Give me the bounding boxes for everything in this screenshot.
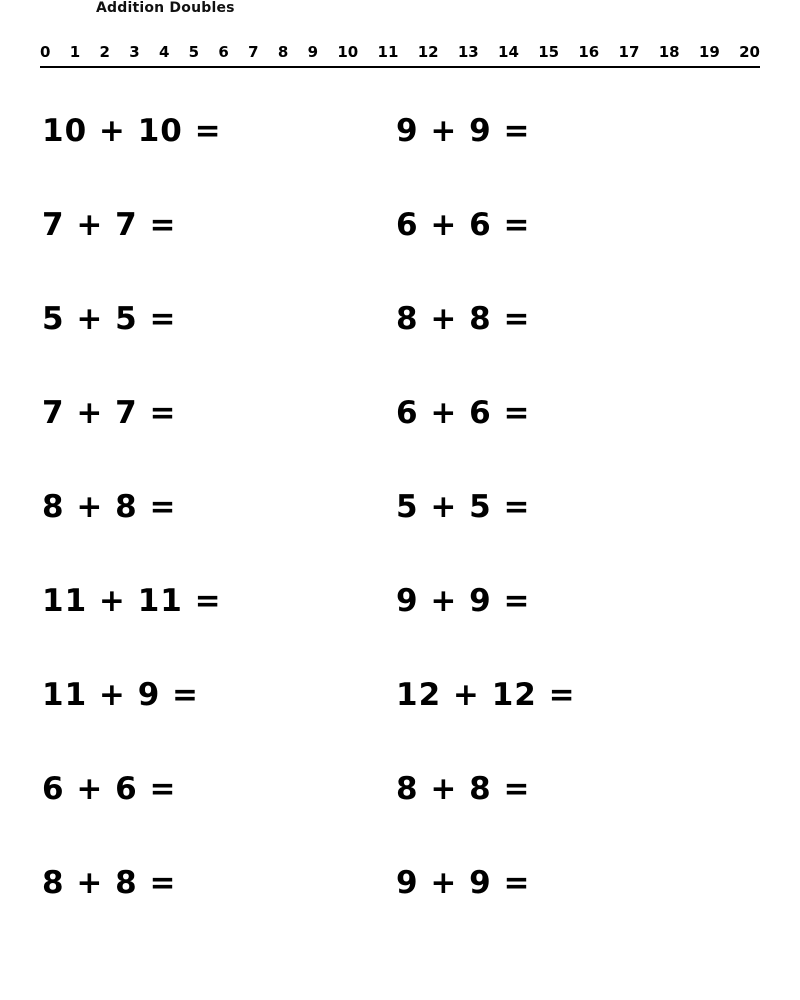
number-line-tick: 17 <box>618 43 640 61</box>
problem-item: 12 + 12 = <box>396 677 576 713</box>
number-line-rule <box>40 66 760 68</box>
number-line-tick: 5 <box>188 43 200 61</box>
number-line-tick: 10 <box>337 43 359 61</box>
problem-item: 9 + 9 = <box>396 583 531 619</box>
problem-item: 7 + 7 = <box>42 395 177 431</box>
problem-item: 7 + 7 = <box>42 207 177 243</box>
number-line-tick: 13 <box>457 43 479 61</box>
number-line-tick: 19 <box>698 43 720 61</box>
number-line-tick: 9 <box>307 43 319 61</box>
problem-row <box>0 366 800 460</box>
number-line-tick: 14 <box>498 43 519 61</box>
number-line-tick: 20 <box>739 43 760 61</box>
number-line-tick: 0 <box>40 43 51 61</box>
problem-row <box>0 272 800 366</box>
problem-item: 6 + 6 = <box>42 771 177 807</box>
number-line-tick: 12 <box>417 43 439 61</box>
problem-row <box>0 742 800 836</box>
number-line-tick: 4 <box>158 43 170 61</box>
problem-grid <box>0 84 800 930</box>
problem-item: 9 + 9 = <box>396 865 531 901</box>
number-line-tick: 15 <box>538 43 560 61</box>
number-line-tick: 2 <box>99 43 110 61</box>
problem-row <box>0 648 800 742</box>
problem-row <box>0 84 800 178</box>
problem-item: 8 + 8 = <box>396 301 531 337</box>
page-title: Addition Doubles <box>96 0 235 16</box>
problem-item: 8 + 8 = <box>396 771 531 807</box>
problem-item: 9 + 9 = <box>396 113 531 149</box>
problem-item: 8 + 8 = <box>42 489 177 525</box>
number-line-tick: 7 <box>248 43 259 61</box>
problem-row <box>0 178 800 272</box>
problem-row <box>0 460 800 554</box>
number-line-tick: 18 <box>658 43 680 61</box>
problem-item: 6 + 6 = <box>396 395 531 431</box>
number-line-tick: 1 <box>69 43 81 61</box>
problem-item: 5 + 5 = <box>42 301 177 337</box>
problem-item: 8 + 8 = <box>42 865 177 901</box>
problem-item: 6 + 6 = <box>396 207 531 243</box>
problem-item: 11 + 11 = <box>42 583 222 619</box>
number-line <box>40 44 760 70</box>
problem-item: 10 + 10 = <box>42 113 222 149</box>
problem-row <box>0 836 800 930</box>
problem-item: 11 + 9 = <box>42 677 200 713</box>
number-line-tick: 3 <box>129 43 140 61</box>
number-line-tick: 16 <box>578 43 600 61</box>
number-line-tick: 11 <box>377 43 399 61</box>
problem-item: 5 + 5 = <box>396 489 531 525</box>
number-line-tick: 6 <box>218 43 229 61</box>
number-line-tick: 8 <box>277 43 289 61</box>
problem-row <box>0 554 800 648</box>
number-line-ticks <box>40 44 760 60</box>
